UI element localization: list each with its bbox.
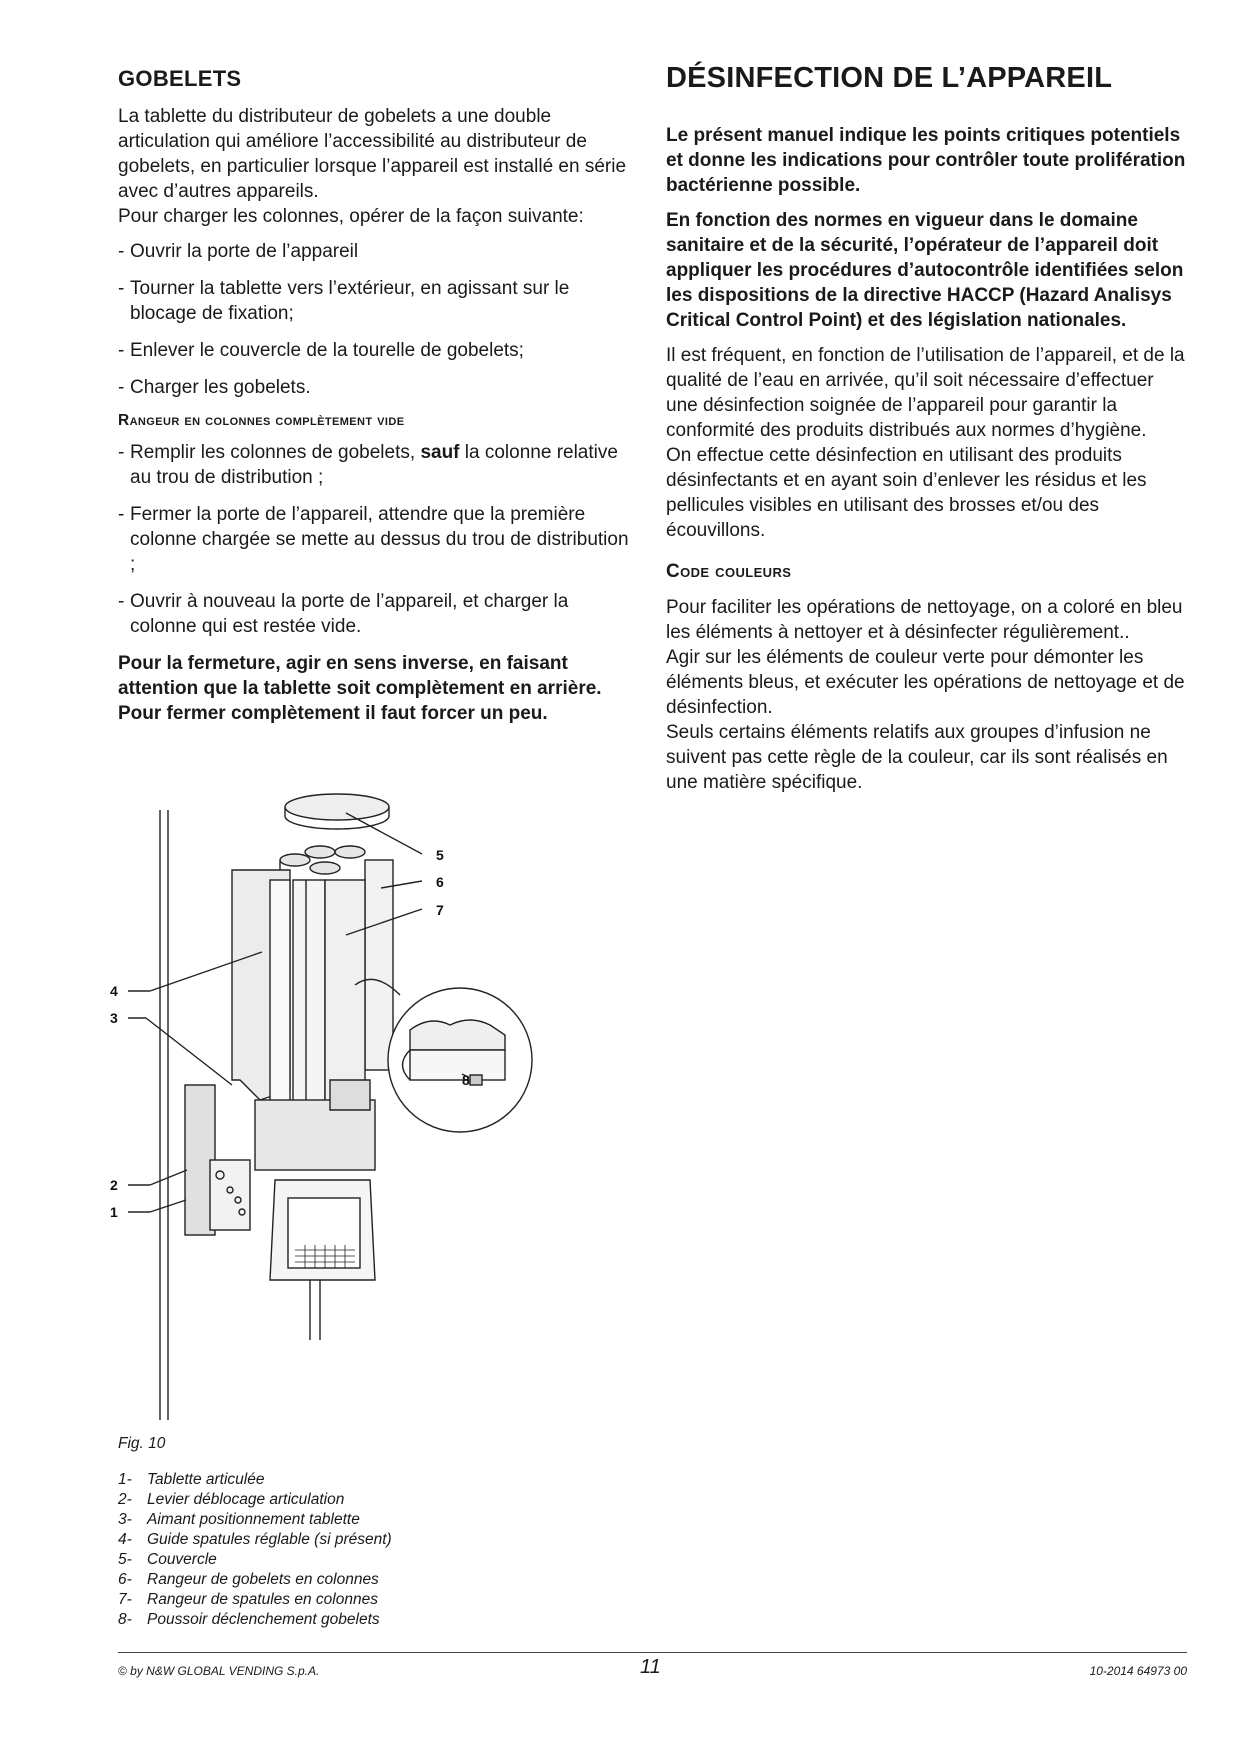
legend-row [118,1530,392,1550]
footer-divider [118,1652,1187,1653]
closing-note: Pour la fermeture, agir en sens inverse, en faisant attention que la tablette soit complètement en arrière. Pour fermer complètement il faut forcer un peu. [118,653,602,724]
list-item: - Enlever le couvercle de la tourelle de gobelets; [118,338,638,363]
legend-number: 6- [118,1571,132,1588]
legend-text: Levier déblocage articulation [147,1491,345,1508]
loading-steps-list [118,239,638,400]
bold-paragraph-2: En fonction des normes en vigueur dans le domaine sanitaire et de la sécurité, l’opérateur de l’appareil doit appliquer les procédures d’autocontrôle identifiées selon les dispositions de la directive HACCP (Hazard Analisys Critical Control Point) et des législation nationales. [666,210,1184,331]
callout-2: 2 [110,1177,118,1193]
subheading-rangeur: Rangeur en colonnes complètement vide [118,412,405,429]
legend-row [118,1570,392,1590]
paragraph-6: Agir sur les éléments de couleur verte pour démonter les éléments bleus, et exécuter les opérations de nettoyage et de désinfection. [666,647,1185,718]
intro-paragraph: La tablette du distributeur de gobelets a une double articulation qui améliore l’accessibilité au distributeur de gobelets, en particulier lorsque l’appareil est installé en série avec d’autres appareils. [118,106,627,202]
legend-number: 2- [118,1491,132,1508]
step-text: la colonne relative au trou de distribution ; [130,442,618,488]
figure-legend [118,1470,392,1630]
footer-doc-code: 10-2014 64973 00 [1089,1664,1187,1678]
section-heading-desinfection: DÉSINFECTION DE L’APPAREIL [666,62,1113,94]
legend-row [118,1550,392,1570]
callout-1: 1 [110,1204,118,1220]
step-text: Remplir les colonnes de gobelets, [130,442,421,463]
bold-paragraph-1: Le présent manuel indique les points critiques potentiels et donne les indications pour contrôler toute prolifération bactérienne possible. [666,125,1186,196]
paragraph-7: Seuls certains éléments relatifs aux groupes d’infusion ne suivent pas cette règle de la couleur, car ils sont réalisés en une matière spécifique. [666,722,1168,793]
legend-text: Tablette articulée [147,1471,265,1488]
legend-number: 7- [118,1591,132,1608]
legend-row [118,1490,392,1510]
callout-8: 8 [462,1072,470,1088]
paragraph-4: On effectue cette désinfection en utilisant des produits désinfectants et en ayant soin d’enlever les résidus et les pellicules visibles en utilisant des brosses et/ou des écouvillons. [666,445,1147,541]
instruction-text: Pour charger les colonnes, opérer de la façon suivante: [118,206,584,227]
legend-number: 1- [118,1471,132,1488]
legend-row [118,1470,392,1490]
list-item: - Tourner la tablette vers l’extérieur, en agissant sur le blocage de fixation; [118,276,638,326]
empty-column-steps-list [118,440,638,639]
list-item: - Ouvrir la porte de l’appareil [118,239,638,264]
callout-7: 7 [436,902,444,918]
legend-text: Poussoir déclenchement gobelets [147,1611,380,1628]
legend-number: 5- [118,1551,132,1568]
step-emphasis: sauf [420,442,460,463]
footer-copyright: © by N&W GLOBAL VENDING S.p.A. [118,1664,320,1678]
list-item: - Charger les gobelets. [118,375,638,400]
legend-number: 4- [118,1531,132,1548]
paragraph-5: Pour faciliter les opérations de nettoyage, on a coloré en bleu les éléments à nettoyer et à désinfecter régulièrement.. [666,597,1183,643]
callout-5: 5 [436,847,444,863]
cup-dispenser-drawing [110,780,640,1420]
paragraph-3: Il est fréquent, en fonction de l’utilisation de l’appareil, et de la qualité de l’eau en arrivée, qu’il soit nécessaire d’effectuer une désinfection soignée de l’appareil pour garantir la conformité des produits distribués aux normes d’hygiène. [666,345,1185,441]
subheading-code-couleurs: Code couleurs [666,561,792,582]
right-column [666,62,1186,795]
legend-text: Aimant positionnement tablette [147,1511,360,1528]
callout-4: 4 [110,983,118,999]
callout-6: 6 [436,874,444,890]
figure-cup-dispenser [110,780,640,1420]
legend-row [118,1510,392,1530]
legend-row [118,1610,392,1630]
list-item: - Fermer la porte de l’appareil, attendre que la première colonne chargée se mette au dessus du trou de distribution ; [118,502,638,577]
legend-number: 3- [118,1511,132,1528]
legend-text: Guide spatules réglable (si présent) [147,1531,392,1548]
page-number: 11 [640,1656,661,1678]
list-item: - Ouvrir à nouveau la porte de l’appareil, et charger la colonne qui est restée vide. [118,589,638,639]
legend-number: 8- [118,1611,132,1628]
legend-text: Rangeur de gobelets en colonnes [147,1571,379,1588]
section-heading-gobelets: GOBELETS [118,66,242,91]
left-column [118,62,638,726]
callout-3: 3 [110,1010,118,1026]
legend-text: Couvercle [147,1551,217,1568]
list-item [118,440,638,490]
figure-caption: Fig. 10 [118,1435,166,1452]
legend-row [118,1590,392,1610]
legend-text: Rangeur de spatules en colonnes [147,1591,378,1608]
